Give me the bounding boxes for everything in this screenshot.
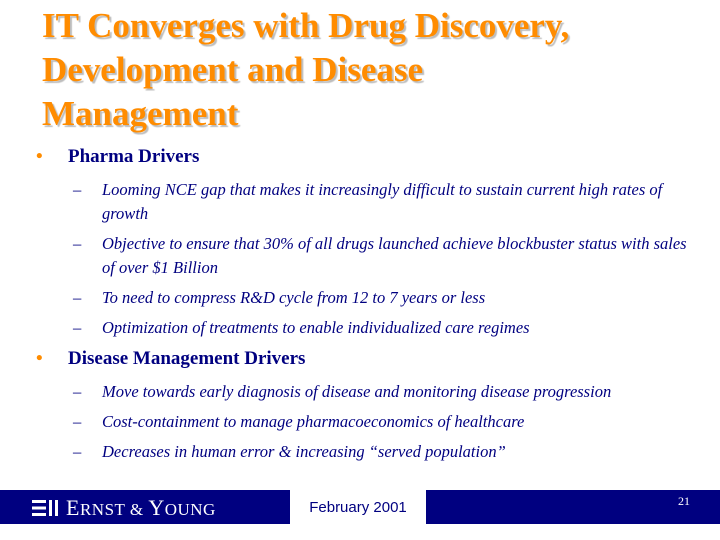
- title-line: Development and Disease: [42, 50, 424, 89]
- sub-bullet-text: To need to compress R&D cycle from 12 to 7 years or less: [102, 288, 486, 307]
- sub-bullet: [73, 178, 692, 226]
- sub-bullet: [73, 380, 692, 404]
- bullet-heading: Pharma Drivers: [68, 146, 200, 167]
- dash-icon: –: [73, 442, 82, 461]
- sub-bullet-text: Objective to ensure that 30% of all drugs launched achieve blockbuster status with sales of over $1 Billion: [102, 234, 687, 277]
- dash-icon: –: [73, 412, 82, 431]
- title-line: IT Converges with Drug Discovery,: [42, 6, 570, 45]
- bullet-dot-icon: •: [36, 348, 43, 369]
- sub-bullet: [73, 440, 692, 464]
- title-line: Management: [42, 94, 239, 133]
- sub-bullet: [73, 316, 692, 340]
- sub-bullet: [73, 286, 692, 310]
- slide-title: [42, 4, 702, 136]
- sub-bullet: [73, 232, 692, 280]
- sub-bullet-text: Optimization of treatments to enable individualized care regimes: [102, 318, 530, 337]
- bullet-pharma-drivers: [36, 144, 690, 170]
- logo-wordmark: ERNST & YOUNG: [66, 495, 216, 520]
- dash-icon: –: [73, 288, 82, 307]
- dash-icon: –: [73, 180, 82, 199]
- footer-bar: [0, 490, 720, 524]
- dash-icon: –: [73, 382, 82, 401]
- page-number: 21: [678, 494, 690, 508]
- bullet-dot-icon: •: [36, 146, 43, 167]
- sub-bullet-text: Decreases in human error & increasing “served population”: [102, 442, 506, 461]
- ernst-young-logo: [32, 495, 216, 521]
- ey-logo-icon: [32, 497, 62, 519]
- sub-bullet-text: Cost-containment to manage pharmacoeconomics of healthcare: [102, 412, 525, 431]
- dash-icon: –: [73, 234, 82, 253]
- bullet-heading: Disease Management Drivers: [68, 348, 306, 369]
- sub-bullet-text: Looming NCE gap that makes it increasingly difficult to sustain current high rates of growth: [102, 180, 663, 223]
- sub-bullet-text: Move towards early diagnosis of disease and monitoring disease progression: [102, 382, 612, 401]
- bullet-disease-management-drivers: [36, 346, 690, 372]
- sub-bullet: [73, 410, 692, 434]
- slide-body: [0, 144, 720, 470]
- dash-icon: –: [73, 318, 82, 337]
- footer-date: February 2001: [290, 490, 426, 524]
